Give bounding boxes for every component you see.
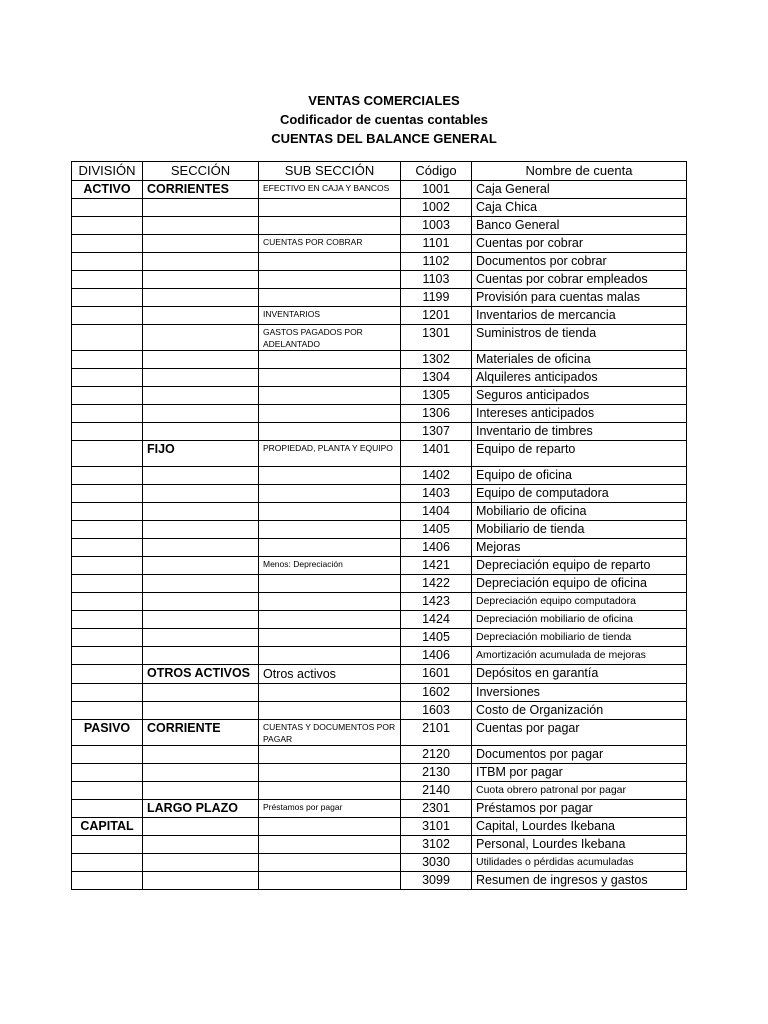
table-row — [72, 665, 687, 684]
account-name-cell: ITBM por pagar — [472, 764, 687, 782]
section-cell — [143, 818, 259, 836]
table-row — [72, 611, 687, 629]
division-cell — [72, 702, 143, 720]
code-cell: 2301 — [401, 800, 472, 818]
table-row — [72, 782, 687, 800]
table-row — [72, 387, 687, 405]
accounts-table — [71, 161, 687, 890]
code-cell: 1001 — [401, 181, 472, 199]
table-row — [72, 593, 687, 611]
subsection-cell — [259, 217, 401, 235]
account-name-cell: Suministros de tienda — [472, 325, 687, 351]
column-header-subsection: SUB SECCIÓN — [259, 162, 401, 181]
column-header-account-name: Nombre de cuenta — [472, 162, 687, 181]
subsection-cell — [259, 539, 401, 557]
subsection-cell — [259, 746, 401, 764]
account-name-cell: Provisión para cuentas malas — [472, 289, 687, 307]
code-cell: 1406 — [401, 539, 472, 557]
account-name-cell: Equipo de computadora — [472, 485, 687, 503]
subsection-cell — [259, 575, 401, 593]
subsection-cell: Préstamos por pagar — [259, 800, 401, 818]
section-cell — [143, 872, 259, 890]
section-cell — [143, 485, 259, 503]
code-cell: 1406 — [401, 647, 472, 665]
subsection-cell: Menos: Depreciación — [259, 557, 401, 575]
subsection-cell — [259, 521, 401, 539]
subsection-cell — [259, 836, 401, 854]
account-name-cell: Resumen de ingresos y gastos — [472, 872, 687, 890]
section-cell — [143, 387, 259, 405]
section-cell — [143, 557, 259, 575]
division-cell — [72, 647, 143, 665]
account-name-cell: Depreciación equipo de oficina — [472, 575, 687, 593]
division-cell — [72, 217, 143, 235]
code-cell: 1199 — [401, 289, 472, 307]
subsection-cell — [259, 593, 401, 611]
account-name-cell: Equipo de reparto — [472, 441, 687, 467]
subsection-cell: INVENTARIOS — [259, 307, 401, 325]
account-name-cell: Utilidades o pérdidas acumuladas — [472, 854, 687, 872]
subsection-cell — [259, 854, 401, 872]
division-cell — [72, 593, 143, 611]
subsection-cell — [259, 369, 401, 387]
table-row — [72, 467, 687, 485]
division-cell — [72, 854, 143, 872]
division-cell — [72, 235, 143, 253]
table-row — [72, 629, 687, 647]
table-row — [72, 441, 687, 467]
account-name-cell: Cuentas por cobrar — [472, 235, 687, 253]
division-cell — [72, 307, 143, 325]
section-cell — [143, 647, 259, 665]
table-row — [72, 764, 687, 782]
section-cell: LARGO PLAZO — [143, 800, 259, 818]
document-subtitle: Codificador de cuentas contables — [279, 112, 489, 127]
account-name-cell: Caja General — [472, 181, 687, 199]
code-cell: 1002 — [401, 199, 472, 217]
table-row — [72, 423, 687, 441]
section-cell: CORRIENTE — [143, 720, 259, 746]
division-cell — [72, 746, 143, 764]
division-cell — [72, 521, 143, 539]
code-cell: 1305 — [401, 387, 472, 405]
subsection-cell — [259, 289, 401, 307]
document-title: CUENTAS DEL BALANCE GENERAL — [271, 131, 497, 146]
section-cell: OTROS ACTIVOS — [143, 665, 259, 684]
section-cell — [143, 854, 259, 872]
section-cell — [143, 235, 259, 253]
division-cell — [72, 467, 143, 485]
code-cell: 1403 — [401, 485, 472, 503]
section-cell — [143, 307, 259, 325]
account-name-cell: Banco General — [472, 217, 687, 235]
account-name-cell: Cuentas por cobrar empleados — [472, 271, 687, 289]
subsection-cell — [259, 611, 401, 629]
subsection-cell: Otros activos — [259, 665, 401, 684]
account-name-cell: Préstamos por pagar — [472, 800, 687, 818]
division-cell — [72, 441, 143, 467]
subsection-cell: CUENTAS Y DOCUMENTOS POR PAGAR — [259, 720, 401, 746]
code-cell: 1603 — [401, 702, 472, 720]
section-cell: CORRIENTES — [143, 181, 259, 199]
code-cell: 1422 — [401, 575, 472, 593]
table-row — [72, 539, 687, 557]
section-cell — [143, 611, 259, 629]
subsection-cell — [259, 782, 401, 800]
account-name-cell: Depreciación mobiliario de oficina — [472, 611, 687, 629]
subsection-cell — [259, 818, 401, 836]
code-cell: 1405 — [401, 521, 472, 539]
account-name-cell: Depreciación mobiliario de tienda — [472, 629, 687, 647]
division-cell — [72, 351, 143, 369]
section-cell — [143, 629, 259, 647]
division-cell — [72, 684, 143, 702]
account-name-cell: Intereses anticipados — [472, 405, 687, 423]
account-name-cell: Documentos por pagar — [472, 746, 687, 764]
section-cell — [143, 836, 259, 854]
account-name-cell: Inventario de timbres — [472, 423, 687, 441]
section-cell — [143, 746, 259, 764]
account-name-cell: Equipo de oficina — [472, 467, 687, 485]
division-cell — [72, 872, 143, 890]
section-cell — [143, 593, 259, 611]
section-cell — [143, 423, 259, 441]
subsection-cell — [259, 271, 401, 289]
account-name-cell: Cuentas por pagar — [472, 720, 687, 746]
table-row — [72, 503, 687, 521]
account-name-cell: Seguros anticipados — [472, 387, 687, 405]
table-header-row — [72, 162, 687, 181]
subsection-cell: EFECTIVO EN CAJA Y BANCOS — [259, 181, 401, 199]
division-cell — [72, 423, 143, 441]
table-row — [72, 818, 687, 836]
table-row — [72, 521, 687, 539]
subsection-cell: PROPIEDAD, PLANTA Y EQUIPO — [259, 441, 401, 467]
account-name-cell: Amortización acumulada de mejoras — [472, 647, 687, 665]
code-cell: 1301 — [401, 325, 472, 351]
code-cell: 1306 — [401, 405, 472, 423]
column-header-section: SECCIÓN — [143, 162, 259, 181]
division-cell — [72, 271, 143, 289]
division-cell — [72, 387, 143, 405]
division-cell — [72, 611, 143, 629]
table-row — [72, 720, 687, 746]
subsection-cell — [259, 387, 401, 405]
account-name-cell: Depreciación equipo computadora — [472, 593, 687, 611]
account-name-cell: Depreciación equipo de reparto — [472, 557, 687, 575]
section-cell — [143, 521, 259, 539]
table-row — [72, 575, 687, 593]
table-row — [72, 702, 687, 720]
account-name-cell: Materiales de oficina — [472, 351, 687, 369]
subsection-cell: GASTOS PAGADOS POR ADELANTADO — [259, 325, 401, 351]
section-cell — [143, 369, 259, 387]
code-cell: 2130 — [401, 764, 472, 782]
subsection-cell — [259, 253, 401, 271]
table-row — [72, 199, 687, 217]
table-row — [72, 217, 687, 235]
code-cell: 1404 — [401, 503, 472, 521]
division-cell — [72, 800, 143, 818]
account-name-cell: Mobiliario de oficina — [472, 503, 687, 521]
account-name-cell: Mobiliario de tienda — [472, 521, 687, 539]
table-row — [72, 684, 687, 702]
table-row — [72, 485, 687, 503]
table-row — [72, 854, 687, 872]
column-header-division: DIVISIÓN — [72, 162, 143, 181]
subsection-cell — [259, 503, 401, 521]
code-cell: 3102 — [401, 836, 472, 854]
account-name-cell: Caja Chica — [472, 199, 687, 217]
code-cell: 1003 — [401, 217, 472, 235]
division-cell — [72, 575, 143, 593]
account-name-cell: Alquileres anticipados — [472, 369, 687, 387]
table-row — [72, 253, 687, 271]
subsection-cell — [259, 199, 401, 217]
code-cell: 3101 — [401, 818, 472, 836]
code-cell: 2101 — [401, 720, 472, 746]
table-row — [72, 325, 687, 351]
code-cell: 1307 — [401, 423, 472, 441]
table-row — [72, 872, 687, 890]
code-cell: 1102 — [401, 253, 472, 271]
section-cell — [143, 405, 259, 423]
division-cell: CAPITAL — [72, 818, 143, 836]
division-cell — [72, 503, 143, 521]
table-row — [72, 836, 687, 854]
section-cell — [143, 539, 259, 557]
division-cell — [72, 782, 143, 800]
code-cell: 1304 — [401, 369, 472, 387]
division-cell — [72, 665, 143, 684]
table-row — [72, 557, 687, 575]
division-cell — [72, 539, 143, 557]
account-name-cell: Personal, Lourdes Ikebana — [472, 836, 687, 854]
code-cell: 1302 — [401, 351, 472, 369]
code-cell: 1405 — [401, 629, 472, 647]
document-header — [0, 91, 768, 148]
subsection-cell — [259, 702, 401, 720]
account-name-cell: Cuota obrero patronal por pagar — [472, 782, 687, 800]
section-cell — [143, 271, 259, 289]
section-cell: FIJO — [143, 441, 259, 467]
division-cell — [72, 557, 143, 575]
division-cell — [72, 629, 143, 647]
subsection-cell — [259, 467, 401, 485]
division-cell — [72, 289, 143, 307]
code-cell: 1103 — [401, 271, 472, 289]
section-cell — [143, 503, 259, 521]
subsection-cell — [259, 351, 401, 369]
table-row — [72, 271, 687, 289]
code-cell: 1421 — [401, 557, 472, 575]
subsection-cell — [259, 423, 401, 441]
code-cell: 2140 — [401, 782, 472, 800]
division-cell — [72, 485, 143, 503]
section-cell — [143, 253, 259, 271]
table-row — [72, 235, 687, 253]
table-row — [72, 289, 687, 307]
code-cell: 3099 — [401, 872, 472, 890]
subsection-cell — [259, 872, 401, 890]
account-name-cell: Depósitos en garantía — [472, 665, 687, 684]
table-row — [72, 405, 687, 423]
code-cell: 1423 — [401, 593, 472, 611]
section-cell — [143, 684, 259, 702]
table-row — [72, 746, 687, 764]
section-cell — [143, 217, 259, 235]
account-name-cell: Costo de Organización — [472, 702, 687, 720]
subsection-cell: CUENTAS POR COBRAR — [259, 235, 401, 253]
division-cell: PASIVO — [72, 720, 143, 746]
account-name-cell: Inventarios de mercancia — [472, 307, 687, 325]
subsection-cell — [259, 684, 401, 702]
section-cell — [143, 289, 259, 307]
code-cell: 1402 — [401, 467, 472, 485]
section-cell — [143, 325, 259, 351]
column-header-code: Código — [401, 162, 472, 181]
division-cell: ACTIVO — [72, 181, 143, 199]
section-cell — [143, 782, 259, 800]
section-cell — [143, 467, 259, 485]
division-cell — [72, 325, 143, 351]
subsection-cell — [259, 647, 401, 665]
division-cell — [72, 764, 143, 782]
code-cell: 1601 — [401, 665, 472, 684]
table-row — [72, 351, 687, 369]
code-cell: 1101 — [401, 235, 472, 253]
division-cell — [72, 199, 143, 217]
division-cell — [72, 369, 143, 387]
code-cell: 3030 — [401, 854, 472, 872]
code-cell: 1401 — [401, 441, 472, 467]
code-cell: 1201 — [401, 307, 472, 325]
section-cell — [143, 764, 259, 782]
subsection-cell — [259, 405, 401, 423]
section-cell — [143, 199, 259, 217]
subsection-cell — [259, 764, 401, 782]
section-cell — [143, 702, 259, 720]
account-name-cell: Inversiones — [472, 684, 687, 702]
table-row — [72, 369, 687, 387]
division-cell — [72, 405, 143, 423]
table-body — [72, 181, 687, 890]
subsection-cell — [259, 629, 401, 647]
account-name-cell: Mejoras — [472, 539, 687, 557]
table-row — [72, 307, 687, 325]
company-title: VENTAS COMERCIALES — [308, 93, 460, 108]
code-cell: 2120 — [401, 746, 472, 764]
account-name-cell: Capital, Lourdes Ikebana — [472, 818, 687, 836]
section-cell — [143, 351, 259, 369]
code-cell: 1424 — [401, 611, 472, 629]
table-row — [72, 181, 687, 199]
code-cell: 1602 — [401, 684, 472, 702]
section-cell — [143, 575, 259, 593]
subsection-cell — [259, 485, 401, 503]
table-row — [72, 800, 687, 818]
table-row — [72, 647, 687, 665]
division-cell — [72, 253, 143, 271]
division-cell — [72, 836, 143, 854]
account-name-cell: Documentos por cobrar — [472, 253, 687, 271]
